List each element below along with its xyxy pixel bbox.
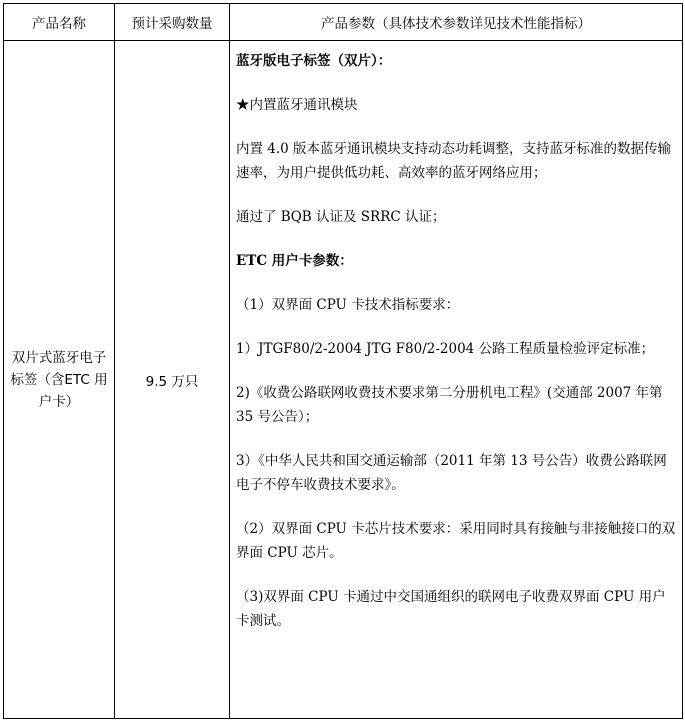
header-product-name: 产品名称 [4,4,115,41]
product-table [3,3,683,719]
param-line: 通过了 BQB 认证及 SRRC 认证； [236,209,446,225]
product-name-cell: 双片式蓝牙电子标签（含ETC 用户卡） [4,41,115,719]
table-header-row [4,4,683,41]
param-line: 内置 4.0 版本蓝牙通讯模块支持动态功耗调整，支持蓝牙标准的数据传输速率，为用户提供低功耗、高效率的蓝牙网络应用； [236,141,672,181]
param-line: ★内置蓝牙通讯模块 [236,97,358,113]
table-row [4,41,683,719]
param-line: （2）双界面 CPU 卡芯片技术要求：采用同时具有接触与非接触接口的双界面 CPU 芯片。 [236,521,676,561]
param-line: 3）《中华人民共和国交通运输部（2011 年第 13 号公告）收费公路联网电子不停车收费技术要求》。 [236,453,667,493]
product-params-cell [230,41,683,719]
param-line: 蓝牙版电子标签（双片）： [236,53,392,69]
param-line: 2)《收费公路联网收费技术要求第二分册机电工程》(交通部 2007 年第 35 号公告）； [236,385,663,425]
header-quantity: 预计采购数量 [115,4,230,41]
quantity-cell: 9.5 万只 [115,41,230,719]
header-product-params: 产品参数（具体技术参数详见技术性能指标） [230,4,683,41]
param-line: ETC 用户卡参数： [236,253,353,269]
param-line: 1）JTGF80/2-2004 JTG F80/2-2004 公路工程质量检验评定标准； [236,341,655,357]
param-line: （3)双界面 CPU 卡通过中交国通组织的联网电子收费双界面 CPU 用户卡测试。 [236,589,666,629]
param-line: （1）双界面 CPU 卡技术指标要求： [236,297,460,313]
